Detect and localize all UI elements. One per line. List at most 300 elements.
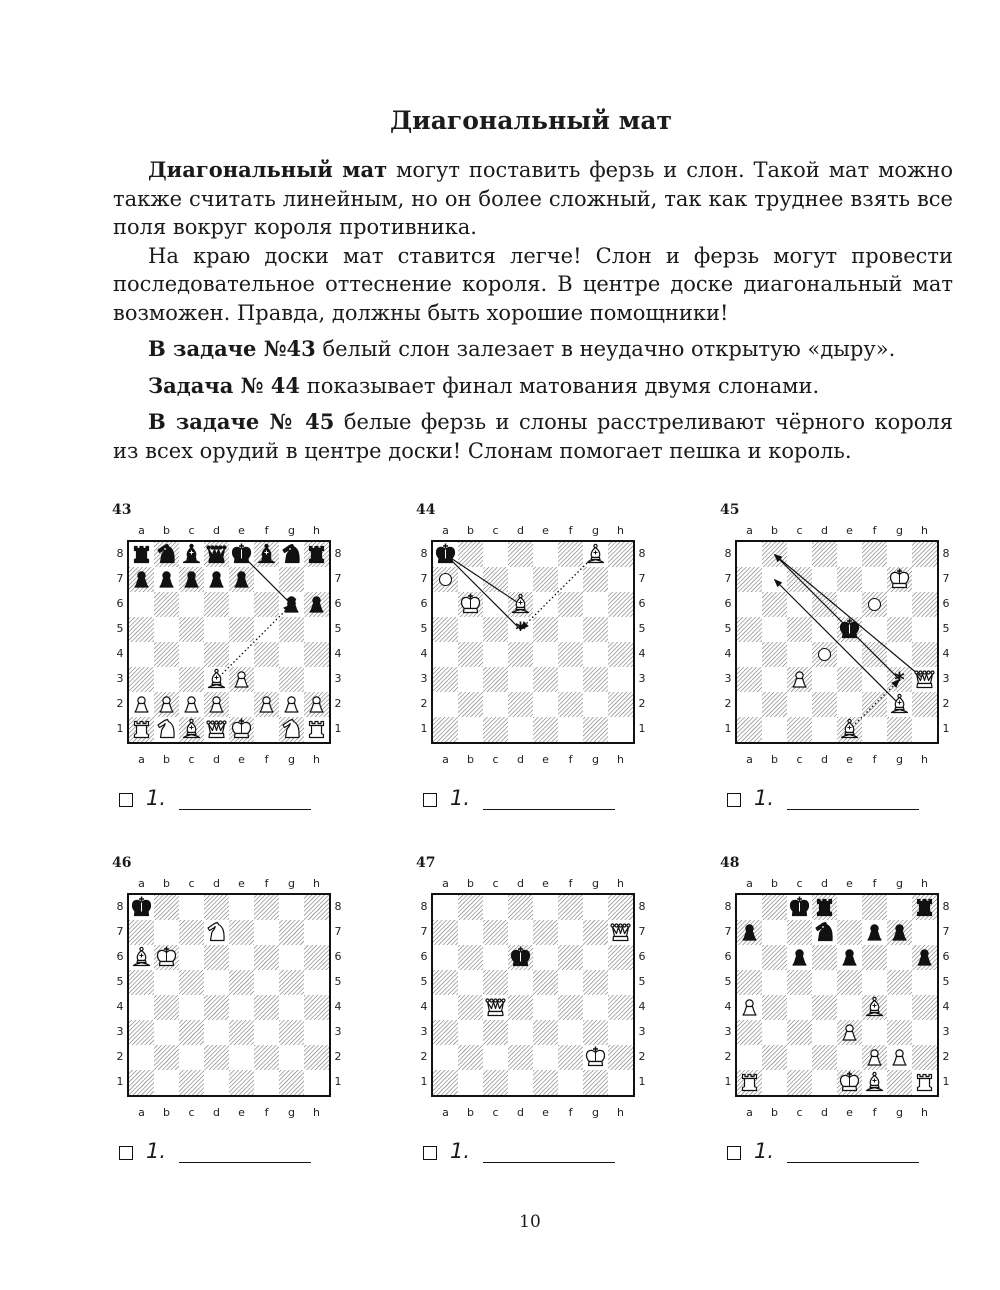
dark-square (812, 542, 837, 567)
file-label-top-c: c (492, 877, 499, 890)
diagram-number: 47 (416, 855, 436, 871)
dark-square (204, 945, 229, 970)
dark-square (304, 895, 329, 920)
file-label-bottom-h: h (313, 753, 320, 766)
file-label-top-e: e (846, 524, 853, 537)
dark-square (912, 542, 937, 567)
file-label-top-h: h (617, 524, 624, 537)
rank-label-left-6: 6 (116, 597, 124, 610)
dark-square (762, 1045, 787, 1070)
dark-square (458, 692, 483, 717)
file-label-top-d: d (821, 524, 828, 537)
white-rook-icon (310, 722, 324, 738)
paragraph-2: На краю доски мат ставится легче! Слон и ферзь могут провести последовательное оттеснение короля. В центре доске диагональный мат возможен. Правда, должны быть хорошие помощники! (113, 243, 953, 325)
answer-field[interactable] (727, 786, 927, 814)
dark-square (279, 567, 304, 592)
dark-square (558, 542, 583, 567)
chessboard (127, 893, 331, 1097)
rank-label-right-7: 7 (638, 925, 646, 938)
rank-label-right-5: 5 (334, 975, 342, 988)
dark-square (787, 970, 812, 995)
dark-square (433, 970, 458, 995)
paragraph-5-bold: В задаче № 45 (148, 409, 335, 434)
file-label-bottom-f: f (568, 753, 573, 766)
dark-square (229, 1020, 254, 1045)
rank-label-right-3: 3 (942, 672, 950, 685)
file-label-bottom-e: e (846, 1106, 853, 1119)
file-label-bottom-a: a (442, 1106, 449, 1119)
file-label-top-g: g (592, 877, 599, 890)
rank-label-right-2: 2 (334, 1050, 342, 1063)
file-label-top-f: f (568, 524, 573, 537)
answer-underline[interactable] (483, 809, 615, 810)
dark-square (912, 592, 937, 617)
rank-label-left-7: 7 (724, 925, 732, 938)
dark-square (508, 692, 533, 717)
dark-square (154, 592, 179, 617)
file-label-top-g: g (592, 524, 599, 537)
dark-square (583, 567, 608, 592)
file-label-bottom-g: g (896, 753, 903, 766)
dark-square (204, 592, 229, 617)
rank-label-right-6: 6 (942, 950, 950, 963)
dark-square (304, 1045, 329, 1070)
file-label-bottom-b: b (163, 753, 170, 766)
dark-square (583, 970, 608, 995)
dark-square (558, 1045, 583, 1070)
dark-square (533, 1020, 558, 1045)
dark-square (787, 1070, 812, 1095)
file-label-top-h: h (313, 877, 320, 890)
file-label-top-e: e (542, 877, 549, 890)
file-label-bottom-g: g (592, 753, 599, 766)
dark-square (254, 642, 279, 667)
dark-square (254, 1045, 279, 1070)
dark-square (179, 920, 204, 945)
dark-square (508, 995, 533, 1020)
file-label-bottom-d: d (821, 753, 828, 766)
rank-label-left-1: 1 (420, 1075, 428, 1088)
rank-label-left-5: 5 (116, 622, 124, 635)
answer-checkbox[interactable] (727, 1146, 741, 1160)
file-label-bottom-e: e (238, 753, 245, 766)
dark-square (508, 895, 533, 920)
dark-square (912, 642, 937, 667)
file-label-top-d: d (213, 524, 220, 537)
dark-square (433, 920, 458, 945)
file-label-bottom-e: e (238, 1106, 245, 1119)
file-label-bottom-c: c (492, 1106, 499, 1119)
dark-square (433, 1020, 458, 1045)
dark-square (583, 920, 608, 945)
rank-label-right-7: 7 (638, 572, 646, 585)
file-label-bottom-f: f (264, 1106, 269, 1119)
file-label-top-c: c (188, 877, 195, 890)
rank-label-right-2: 2 (334, 697, 342, 710)
file-label-bottom-a: a (442, 753, 449, 766)
file-label-bottom-c: c (796, 1106, 803, 1119)
dark-square (558, 995, 583, 1020)
file-label-top-b: b (771, 524, 778, 537)
rank-label-right-8: 8 (942, 547, 950, 560)
file-label-bottom-c: c (188, 753, 195, 766)
paragraph-1-bold: Диагональный мат (148, 157, 388, 182)
board-svg (129, 542, 329, 742)
mate-star-icon: * (286, 592, 297, 617)
file-label-top-d: d (821, 877, 828, 890)
dark-square (608, 642, 633, 667)
dark-square (837, 920, 862, 945)
rank-label-right-3: 3 (638, 1025, 646, 1038)
rank-label-left-7: 7 (724, 572, 732, 585)
rank-label-right-7: 7 (334, 925, 342, 938)
dark-square (862, 692, 887, 717)
answer-field[interactable] (423, 786, 623, 814)
paragraph-1-text: могут поставить ферзь и слон. Такой мат можно также считать линейным, но он более сложный, так как труднее взять все поля вокруг короля противника. (113, 158, 954, 239)
rank-label-left-8: 8 (420, 900, 428, 913)
white-rook-icon (918, 1075, 932, 1091)
file-label-top-f: f (264, 524, 269, 537)
rank-label-left-7: 7 (116, 925, 124, 938)
file-label-bottom-g: g (592, 1106, 599, 1119)
file-label-top-a: a (138, 877, 145, 890)
file-label-bottom-e: e (542, 1106, 549, 1119)
answer-move-number: 1. (754, 786, 775, 810)
rank-label-right-4: 4 (638, 647, 646, 660)
diagram-number: 46 (112, 855, 132, 871)
rank-label-right-4: 4 (334, 1000, 342, 1013)
rank-label-left-7: 7 (420, 925, 428, 938)
dark-square (762, 895, 787, 920)
dark-square (304, 995, 329, 1020)
dark-square (887, 1070, 912, 1095)
dark-square (583, 717, 608, 742)
dark-square (204, 895, 229, 920)
answer-underline[interactable] (179, 1162, 311, 1163)
answer-field[interactable] (119, 786, 319, 814)
rank-label-left-2: 2 (420, 697, 428, 710)
paragraph-3 (113, 335, 953, 364)
dark-square (483, 617, 508, 642)
file-label-top-a: a (746, 524, 753, 537)
file-label-bottom-d: d (821, 1106, 828, 1119)
file-label-top-c: c (796, 877, 803, 890)
file-label-top-e: e (542, 524, 549, 537)
dark-square (887, 717, 912, 742)
target-circle-f6 (869, 599, 881, 611)
answer-field[interactable] (119, 1139, 319, 1167)
file-label-top-b: b (163, 877, 170, 890)
rank-label-left-7: 7 (116, 572, 124, 585)
dark-square (558, 592, 583, 617)
answer-checkbox[interactable] (423, 793, 437, 807)
board-svg (737, 895, 937, 1095)
file-label-bottom-g: g (288, 753, 295, 766)
paragraph-4-text: показывает финал матования двумя слонами. (300, 373, 820, 398)
rank-label-right-5: 5 (638, 622, 646, 635)
rank-label-right-5: 5 (638, 975, 646, 988)
dark-square (129, 920, 154, 945)
target-circle-d4 (819, 649, 831, 661)
page-number: 10 (519, 1212, 541, 1232)
white-queen-icon (207, 721, 226, 738)
dark-square (762, 995, 787, 1020)
dark-square (787, 717, 812, 742)
white-rook-icon (135, 722, 149, 738)
file-label-top-f: f (872, 877, 877, 890)
file-label-top-c: c (188, 524, 195, 537)
rank-label-right-4: 4 (942, 647, 950, 660)
rank-label-right-1: 1 (638, 722, 646, 735)
dark-square (279, 667, 304, 692)
dark-square (787, 1020, 812, 1045)
file-label-top-d: d (517, 524, 524, 537)
paragraph-4 (113, 372, 953, 401)
rank-label-left-2: 2 (116, 1050, 124, 1063)
dark-square (154, 995, 179, 1020)
paragraph-3-text: белый слон залезает в неудачно открытую «дыру». (315, 337, 896, 361)
white-queen-icon (915, 671, 934, 688)
dark-square (254, 895, 279, 920)
dark-square (608, 692, 633, 717)
dark-square (583, 1070, 608, 1095)
dark-square (483, 717, 508, 742)
file-label-bottom-f: f (872, 753, 877, 766)
rank-label-left-5: 5 (420, 975, 428, 988)
rank-label-left-3: 3 (420, 672, 428, 685)
file-label-bottom-d: d (517, 753, 524, 766)
rank-label-right-5: 5 (942, 975, 950, 988)
file-label-top-h: h (921, 524, 928, 537)
file-label-bottom-c: c (188, 1106, 195, 1119)
dark-square (887, 617, 912, 642)
dark-square (433, 617, 458, 642)
paragraph-5 (113, 408, 953, 465)
target-circle-a7 (440, 574, 452, 586)
rank-label-left-6: 6 (420, 597, 428, 610)
answer-field[interactable] (423, 1139, 623, 1167)
diagram-45 (720, 502, 950, 822)
chessboard (431, 893, 635, 1097)
file-label-bottom-d: d (517, 1106, 524, 1119)
rank-label-left-8: 8 (116, 547, 124, 560)
rank-label-left-4: 4 (420, 1000, 428, 1013)
rank-label-right-4: 4 (638, 1000, 646, 1013)
rank-label-right-3: 3 (638, 672, 646, 685)
rank-label-right-8: 8 (334, 900, 342, 913)
dark-square (279, 970, 304, 995)
dark-square (862, 895, 887, 920)
file-label-top-g: g (896, 524, 903, 537)
rank-label-left-3: 3 (420, 1025, 428, 1038)
answer-checkbox[interactable] (423, 1146, 437, 1160)
answer-underline[interactable] (787, 1162, 919, 1163)
file-label-bottom-f: f (872, 1106, 877, 1119)
rank-label-right-3: 3 (334, 1025, 342, 1038)
dark-square (608, 592, 633, 617)
dark-square (762, 692, 787, 717)
answer-checkbox[interactable] (727, 793, 741, 807)
dark-square (608, 995, 633, 1020)
dark-square (204, 1045, 229, 1070)
dark-square (458, 642, 483, 667)
black-rook-icon (818, 900, 832, 916)
dark-square (912, 995, 937, 1020)
diagram-48 (720, 855, 950, 1175)
rank-label-right-1: 1 (942, 1075, 950, 1088)
rank-label-left-8: 8 (116, 900, 124, 913)
dark-square (483, 920, 508, 945)
file-label-bottom-d: d (213, 1106, 220, 1119)
chessboard (735, 893, 939, 1097)
dark-square (458, 995, 483, 1020)
dark-square (129, 1020, 154, 1045)
file-label-bottom-b: b (467, 753, 474, 766)
dark-square (583, 667, 608, 692)
dark-square (837, 567, 862, 592)
file-label-top-c: c (492, 524, 499, 537)
dark-square (837, 970, 862, 995)
dark-square (912, 692, 937, 717)
white-queen-icon (486, 999, 505, 1016)
dark-square (508, 642, 533, 667)
board-svg (129, 895, 329, 1095)
file-label-top-a: a (442, 877, 449, 890)
rank-label-right-3: 3 (334, 672, 342, 685)
rank-label-right-5: 5 (334, 622, 342, 635)
rank-label-left-3: 3 (116, 672, 124, 685)
rank-label-right-8: 8 (942, 900, 950, 913)
dark-square (179, 1070, 204, 1095)
answer-move-number: 1. (450, 1139, 471, 1163)
file-label-top-f: f (568, 877, 573, 890)
dark-square (762, 592, 787, 617)
rank-label-right-2: 2 (638, 1050, 646, 1063)
dark-square (912, 1045, 937, 1070)
diagram-number: 44 (416, 502, 436, 518)
diagram-number: 43 (112, 502, 132, 518)
file-label-top-d: d (517, 877, 524, 890)
dark-square (762, 945, 787, 970)
file-label-bottom-b: b (771, 1106, 778, 1119)
dark-square (737, 617, 762, 642)
rank-label-right-3: 3 (942, 1025, 950, 1038)
rank-label-left-2: 2 (420, 1050, 428, 1063)
answer-underline[interactable] (179, 809, 311, 810)
dark-square (812, 995, 837, 1020)
diagram-44 (416, 502, 646, 822)
dark-square (204, 642, 229, 667)
file-label-bottom-g: g (896, 1106, 903, 1119)
paragraph-4-bold: Задача № 44 (148, 372, 301, 398)
file-label-bottom-f: f (568, 1106, 573, 1119)
dark-square (812, 692, 837, 717)
dark-square (583, 1020, 608, 1045)
rank-label-left-8: 8 (724, 547, 732, 560)
dark-square (229, 970, 254, 995)
dark-square (254, 995, 279, 1020)
dark-square (737, 1020, 762, 1045)
rank-label-right-8: 8 (638, 900, 646, 913)
rank-label-right-2: 2 (638, 697, 646, 710)
file-label-top-b: b (467, 524, 474, 537)
dark-square (862, 945, 887, 970)
mate-star-icon: * (894, 667, 905, 692)
dark-square (129, 667, 154, 692)
dark-square (533, 970, 558, 995)
file-label-bottom-h: h (921, 753, 928, 766)
rank-label-right-1: 1 (638, 1075, 646, 1088)
answer-checkbox[interactable] (119, 1146, 133, 1160)
board-svg (737, 542, 937, 742)
file-label-top-b: b (771, 877, 778, 890)
rank-label-left-4: 4 (724, 647, 732, 660)
dark-square (433, 1070, 458, 1095)
chessboard (127, 540, 331, 744)
answer-underline[interactable] (787, 809, 919, 810)
rank-label-left-5: 5 (724, 975, 732, 988)
file-label-bottom-g: g (288, 1106, 295, 1119)
dark-square (483, 970, 508, 995)
dark-square (229, 617, 254, 642)
rank-label-left-4: 4 (724, 1000, 732, 1013)
rank-label-left-5: 5 (116, 975, 124, 988)
dark-square (583, 617, 608, 642)
dark-square (179, 617, 204, 642)
dark-square (533, 667, 558, 692)
dark-square (558, 945, 583, 970)
dark-square (458, 542, 483, 567)
diagram-46 (112, 855, 342, 1175)
dark-square (737, 567, 762, 592)
dark-square (179, 970, 204, 995)
file-label-top-h: h (921, 877, 928, 890)
answer-underline[interactable] (483, 1162, 615, 1163)
dark-square (787, 920, 812, 945)
dark-square (737, 667, 762, 692)
dark-square (508, 542, 533, 567)
file-label-bottom-b: b (771, 753, 778, 766)
white-rook-icon (743, 1075, 757, 1091)
file-label-top-e: e (238, 877, 245, 890)
intro-text (113, 156, 953, 465)
rank-label-left-4: 4 (116, 647, 124, 660)
rank-label-left-8: 8 (724, 900, 732, 913)
answer-checkbox[interactable] (119, 793, 133, 807)
rank-label-right-8: 8 (638, 547, 646, 560)
paragraph-3-bold: В задаче №43 (148, 336, 316, 361)
dark-square (458, 1045, 483, 1070)
dark-square (812, 1045, 837, 1070)
answer-move-number: 1. (146, 1139, 167, 1163)
dark-square (737, 717, 762, 742)
dark-square (558, 642, 583, 667)
black-rook-icon (135, 547, 149, 563)
file-label-bottom-f: f (264, 753, 269, 766)
file-label-bottom-a: a (138, 1106, 145, 1119)
dark-square (737, 970, 762, 995)
dark-square (483, 667, 508, 692)
file-label-bottom-h: h (921, 1106, 928, 1119)
rank-label-right-2: 2 (942, 697, 950, 710)
rank-label-right-7: 7 (942, 572, 950, 585)
file-label-top-a: a (138, 524, 145, 537)
dark-square (608, 895, 633, 920)
answer-field[interactable] (727, 1139, 927, 1167)
dark-square (129, 970, 154, 995)
rank-label-right-6: 6 (334, 950, 342, 963)
page-title: Диагональный мат (389, 106, 673, 135)
